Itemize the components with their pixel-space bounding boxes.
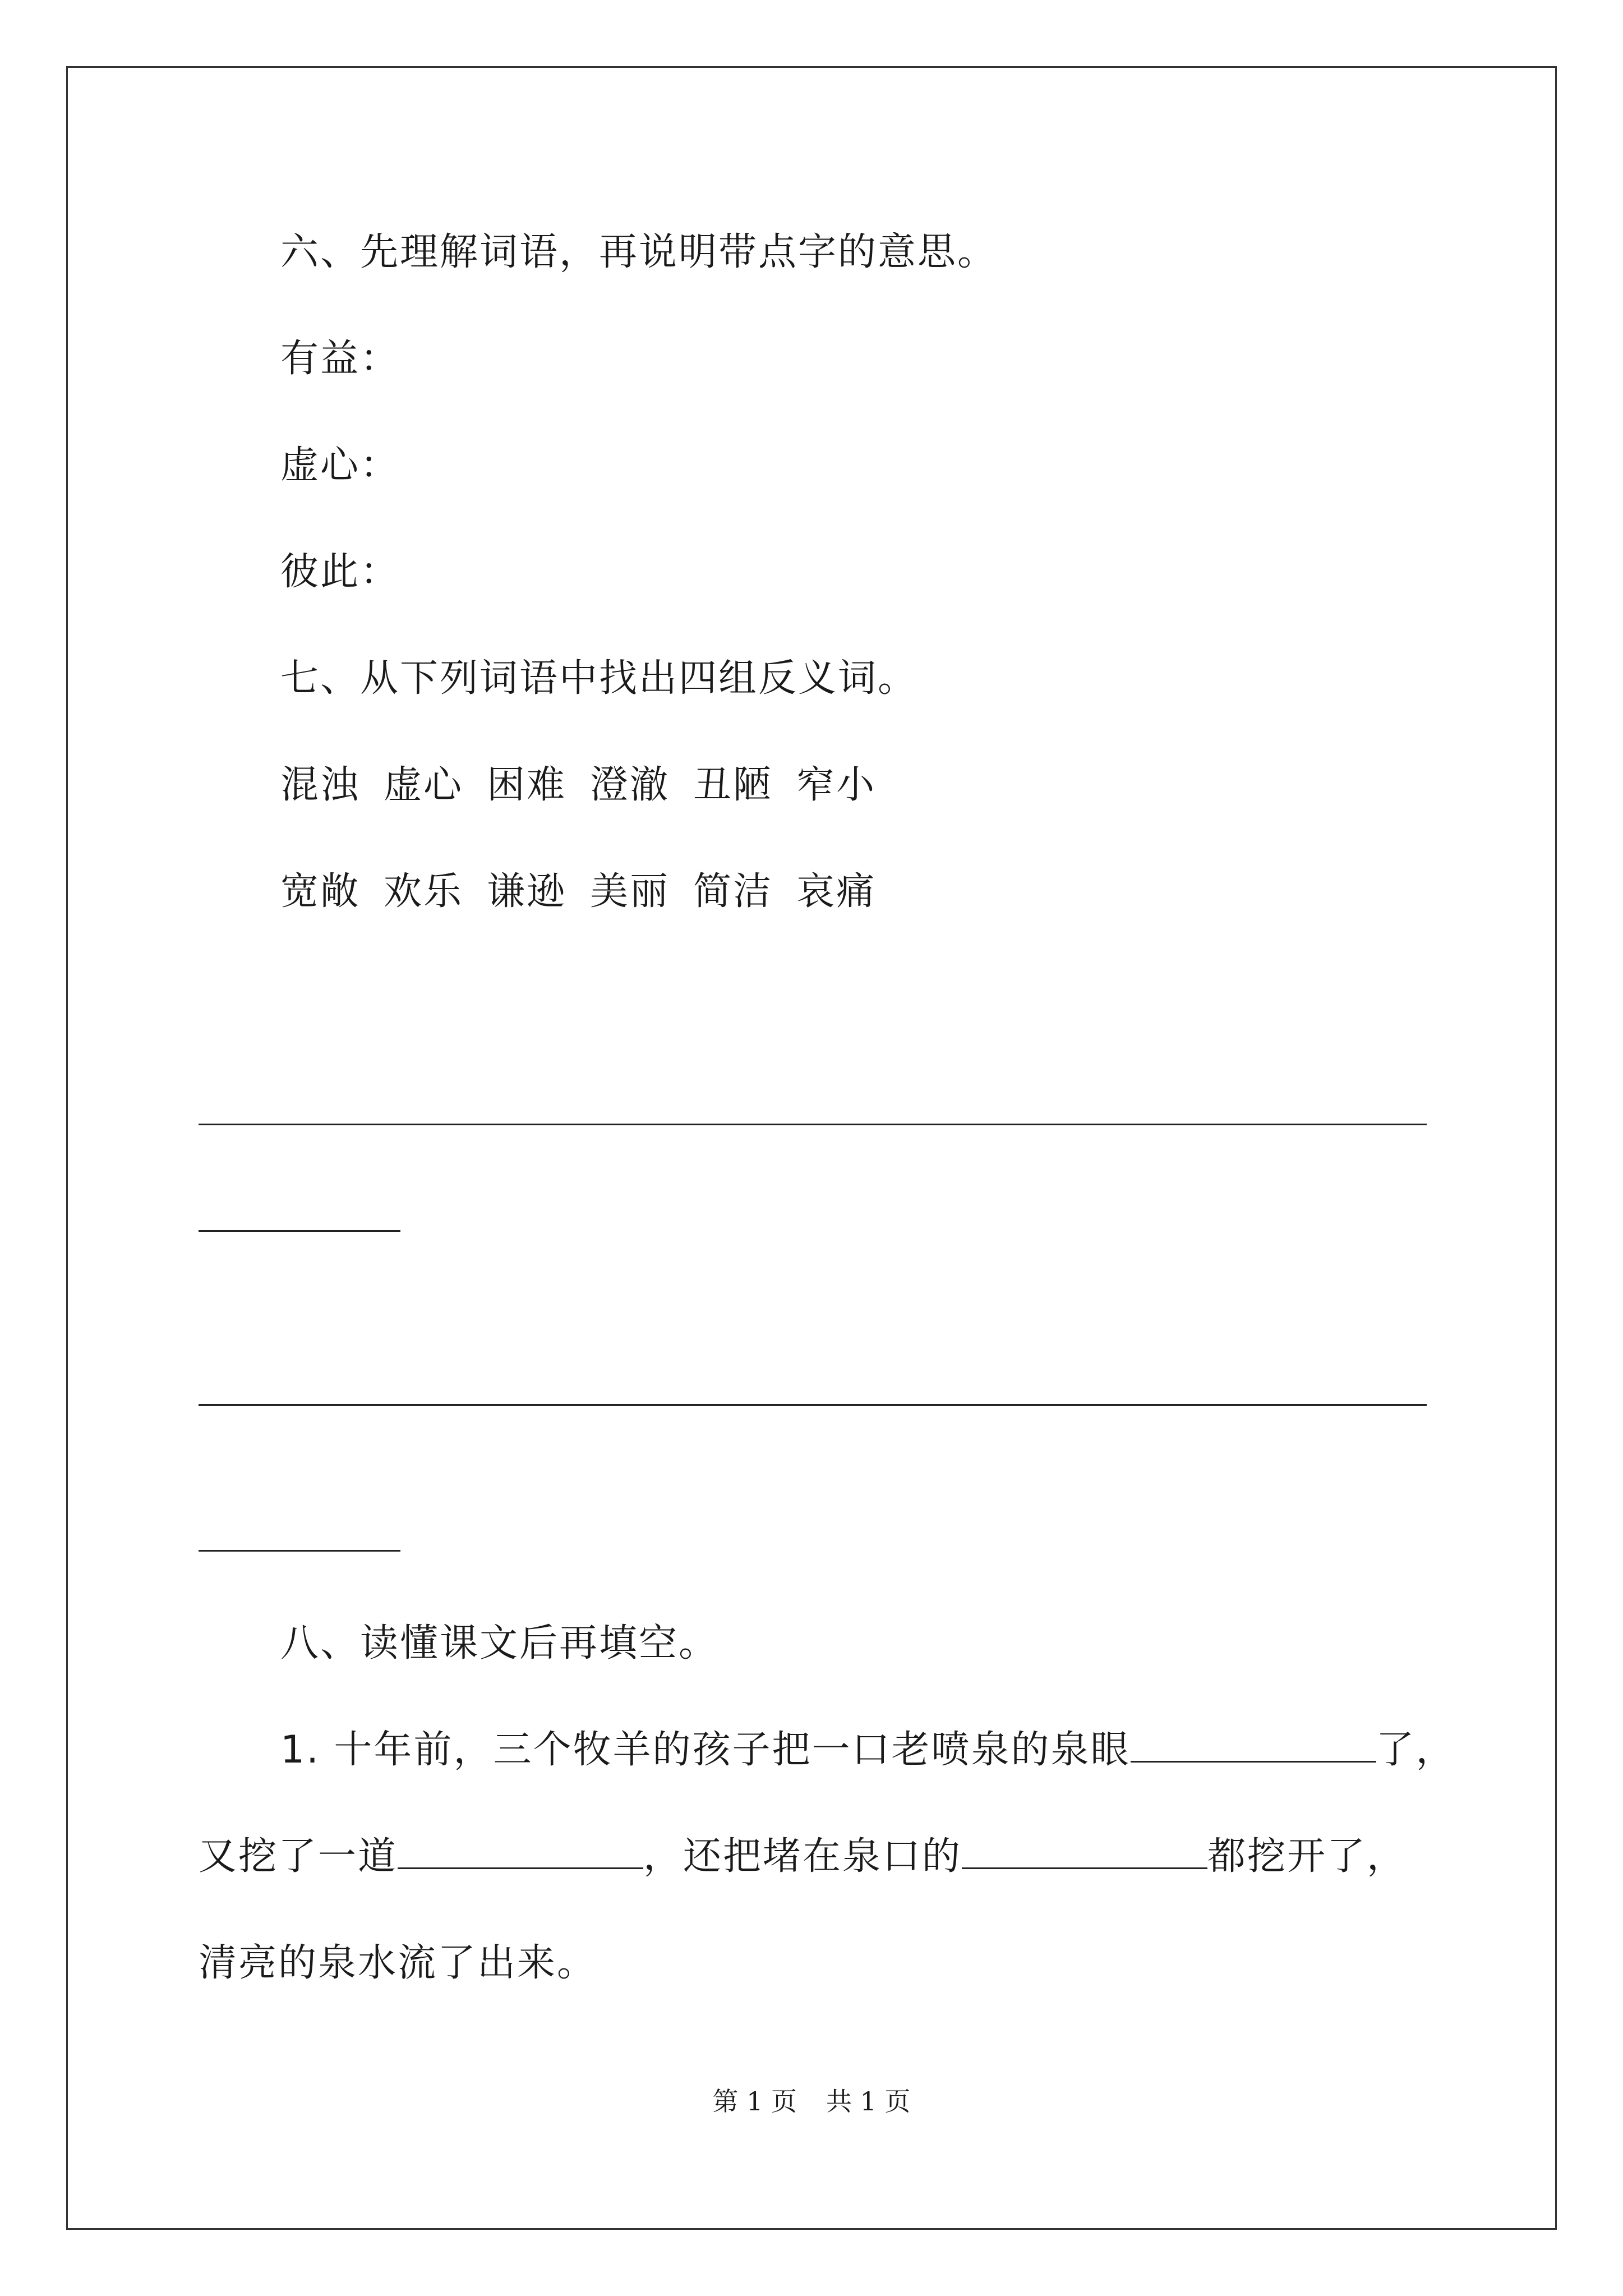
word: 混浊 bbox=[280, 763, 361, 807]
word: 简洁 bbox=[693, 869, 773, 914]
fill-blank[interactable] bbox=[962, 1834, 1207, 1869]
question-text: 了， bbox=[1376, 1728, 1456, 1772]
section-six-heading: 六、先理解词语，再说明带点字的意思。 bbox=[280, 230, 998, 274]
answer-line[interactable] bbox=[199, 1404, 1427, 1406]
section-seven-heading: 七、从下列词语中找出四组反义词。 bbox=[280, 656, 918, 701]
question-1-line-1 bbox=[280, 1725, 1456, 1775]
question-text: 1. 十年前，三个牧羊的孩子把一口老喷泉的泉眼 bbox=[280, 1728, 1131, 1772]
word: 丑陋 bbox=[693, 763, 773, 807]
page-footer bbox=[0, 2081, 1623, 2118]
fill-blank[interactable] bbox=[398, 1834, 643, 1869]
word: 美丽 bbox=[590, 869, 670, 914]
question-text: 都挖开了， bbox=[1207, 1834, 1407, 1879]
question-1-line-2 bbox=[199, 1832, 1407, 1882]
page-number: 第 1 页 bbox=[712, 2086, 797, 2116]
word-row-1 bbox=[280, 760, 900, 811]
word: 谦逊 bbox=[487, 869, 567, 914]
question-1-line-3: 清亮的泉水流了出来。 bbox=[199, 1941, 597, 1985]
word: 宽敞 bbox=[280, 869, 361, 914]
word: 澄澈 bbox=[590, 763, 670, 807]
item-xuxin: 虚心： bbox=[280, 443, 400, 487]
answer-line[interactable] bbox=[199, 1124, 1427, 1125]
page-border bbox=[66, 66, 1557, 2230]
word: 虚心 bbox=[384, 763, 464, 807]
question-text: ，还把堵在泉口的 bbox=[643, 1834, 962, 1879]
item-bici: 彼此： bbox=[280, 550, 400, 594]
answer-line[interactable] bbox=[199, 1230, 400, 1232]
word: 困难 bbox=[487, 763, 567, 807]
fill-blank[interactable] bbox=[1131, 1727, 1376, 1763]
answer-line[interactable] bbox=[199, 1550, 400, 1552]
word: 欢乐 bbox=[384, 869, 464, 914]
word: 哀痛 bbox=[796, 869, 877, 914]
question-text: 又挖了一道 bbox=[199, 1834, 398, 1879]
page-total: 共 1 页 bbox=[826, 2086, 911, 2116]
word-row-2 bbox=[280, 867, 900, 917]
section-eight-heading: 八、读懂课文后再填空。 bbox=[280, 1621, 719, 1665]
word: 窄小 bbox=[796, 763, 877, 807]
item-youyi: 有益： bbox=[280, 337, 400, 381]
